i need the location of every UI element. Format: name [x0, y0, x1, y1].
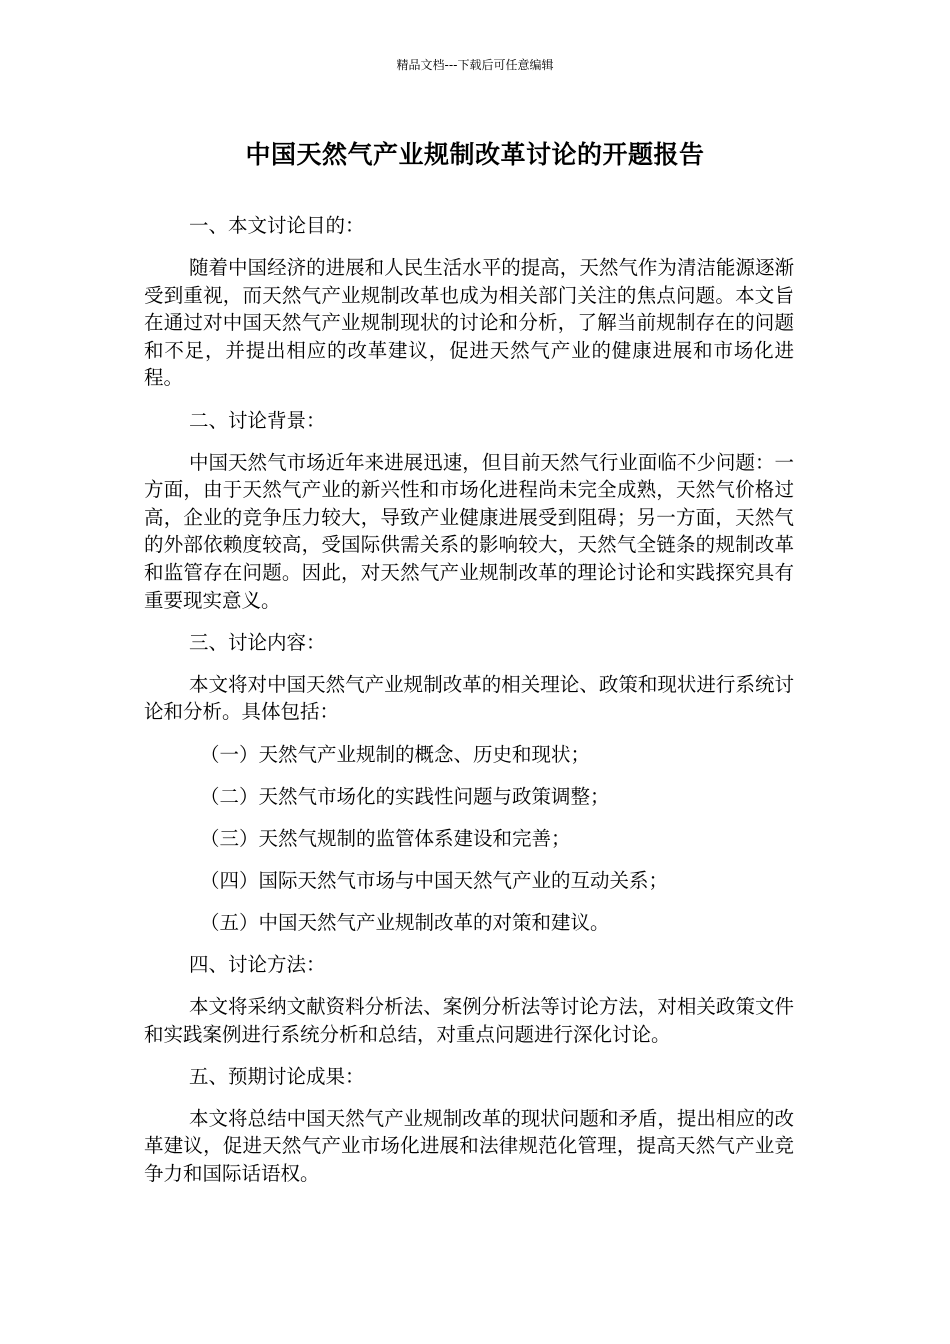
section-paragraph: 随着中国经济的进展和人民生活水平的提高，天然气作为清洁能源逐渐受到重视，而天然气产业规制改革也成为相关部门关注的焦点问题。本文旨在通过对中国天然气产业规制现状的讨论和分析，了解当前规制存在的问题和不足，并提出相应的改革建议，促进天然气产业的健康进展和市场化进程。	[144, 256, 794, 390]
section-content	[144, 629, 794, 937]
list-item: （一）天然气产业规制的概念、历史和现状；	[200, 742, 591, 766]
document-title: 中国天然气产业规制改革讨论的开题报告	[245, 140, 705, 169]
section-expected-results	[144, 1063, 794, 1188]
section-heading: 二、讨论背景：	[189, 408, 326, 432]
content-list	[144, 741, 794, 937]
section-paragraph: 本文将总结中国天然气产业规制改革的现状问题和矛盾，提出相应的改革建议，促进天然气产业市场化进展和法律规范化管理，提高天然气产业竞争力和国际话语权。	[144, 1106, 794, 1186]
section-purpose	[144, 212, 794, 392]
document-body	[144, 212, 794, 1202]
section-heading: 一、本文讨论目的：	[189, 214, 365, 237]
section-heading: 五、预期讨论成果：	[189, 1064, 365, 1088]
list-item: （四）国际天然气市场与中国天然气产业的互动关系；	[200, 868, 669, 892]
page-header: 精品文档---下载后可任意编辑	[396, 58, 554, 72]
section-heading: 四、讨论方法：	[189, 952, 326, 976]
list-item: （三）天然气规制的监管体系建设和完善；	[200, 826, 571, 850]
section-paragraph: 本文将对中国天然气产业规制改革的相关理论、政策和现状进行系统讨论和分析。具体包括：	[144, 672, 794, 724]
section-background	[144, 407, 794, 615]
list-item: （二）天然气市场化的实践性问题与政策调整；	[200, 784, 610, 808]
section-paragraph: 中国天然气市场近年来进展迅速，但目前天然气行业面临不少问题：一方面，由于天然气产业的新兴性和市场化进程尚未完全成熟，天然气价格过高，企业的竞争压力较大，导致产业健康进展受到阻碍；另一方面，天然气的外部依赖度较高，受国际供需关系的影响较大，天然气全链条的规制改革和监管存在问题。因此，对天然气产业规制改革的理论讨论和实践探究具有重要现实意义。	[144, 450, 794, 612]
list-item: （五）中国天然气产业规制改革的对策和建议。	[200, 910, 610, 934]
section-method	[144, 951, 794, 1048]
section-heading: 三、讨论内容：	[189, 630, 326, 654]
section-paragraph: 本文将采纳文献资料分析法、案例分析法等讨论方法，对相关政策文件和实践案例进行系统分析和总结，对重点问题进行深化讨论。	[144, 995, 794, 1046]
